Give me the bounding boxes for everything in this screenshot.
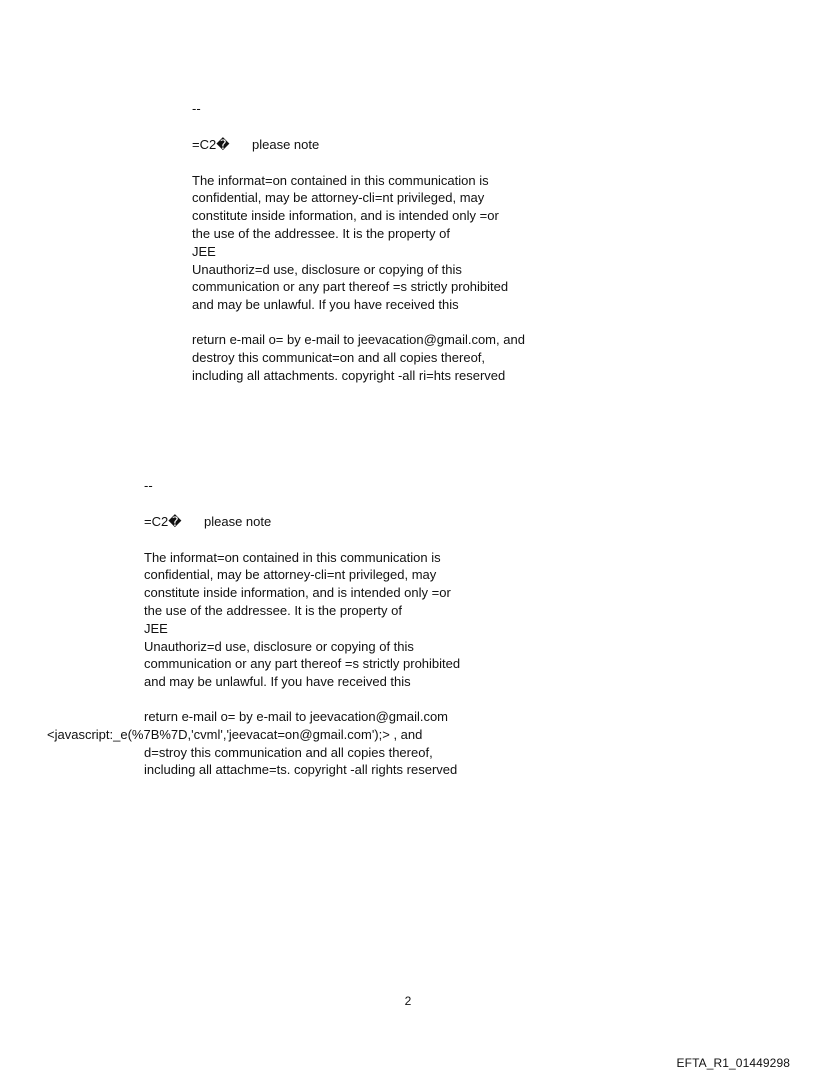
text-line: Unauthoriz=d use, disclosure or copying of this bbox=[144, 638, 414, 654]
encoding-code: =C2� bbox=[144, 513, 182, 529]
notice-label: please note bbox=[204, 513, 272, 529]
separator: -- bbox=[192, 101, 201, 116]
email-footer-block-1 bbox=[192, 100, 612, 384]
text-line: destroy this communicat=on and all copies thereof, bbox=[192, 349, 486, 365]
confidentiality-paragraph bbox=[192, 172, 612, 314]
text-line: the use of the addressee. It is the property of bbox=[144, 602, 402, 618]
encoding-code: =C2� bbox=[192, 136, 230, 152]
notice-label: please note bbox=[252, 136, 320, 152]
text-line: communication or any part thereof =s strictly prohibited bbox=[144, 656, 461, 672]
return-instructions-paragraph bbox=[192, 331, 612, 384]
text-line: The informat=on contained in this communication is bbox=[144, 549, 441, 565]
text-line: constitute inside information, and is intended only =or bbox=[192, 208, 499, 224]
text-line: including all attachme=ts. copyright -all rights reserved bbox=[144, 762, 458, 778]
return-instructions-paragraph bbox=[47, 708, 564, 779]
notice-heading bbox=[144, 513, 564, 531]
text-line: return e-mail o= by e-mail to jeevacation@gmail.com, and bbox=[192, 331, 525, 347]
separator: -- bbox=[144, 478, 153, 493]
text-line: confidential, may be attorney-cli=nt privileged, may bbox=[192, 190, 485, 206]
text-line: and may be unlawful. If you have received this bbox=[144, 674, 411, 690]
javascript-link-text: <javascript:_e(%7B%7D,'cvml','jeevacat=on@gmail.com');> , and bbox=[47, 726, 423, 742]
text-line: JEE bbox=[192, 243, 216, 259]
text-line: communication or any part thereof =s strictly prohibited bbox=[192, 279, 509, 295]
page-number: 2 bbox=[404, 994, 412, 1008]
text-line: including all attachments. copyright -all ri=hts reserved bbox=[192, 367, 506, 383]
text-line: constitute inside information, and is intended only =or bbox=[144, 585, 451, 601]
confidentiality-paragraph bbox=[144, 549, 564, 691]
email-footer-block-2 bbox=[47, 477, 564, 779]
text-line: Unauthoriz=d use, disclosure or copying of this bbox=[192, 261, 462, 277]
text-line: the use of the addressee. It is the property of bbox=[192, 225, 450, 241]
text-line: The informat=on contained in this communication is bbox=[192, 172, 489, 188]
text-line: confidential, may be attorney-cli=nt privileged, may bbox=[144, 567, 437, 583]
text-line: return e-mail o= by e-mail to jeevacation@gmail.com bbox=[144, 708, 449, 724]
bates-number: EFTA_R1_01449298 bbox=[676, 1056, 790, 1070]
text-line: JEE bbox=[144, 620, 168, 636]
text-line: and may be unlawful. If you have received this bbox=[192, 297, 459, 313]
notice-heading bbox=[192, 136, 612, 154]
text-line: d=stroy this communication and all copies thereof, bbox=[144, 744, 433, 760]
